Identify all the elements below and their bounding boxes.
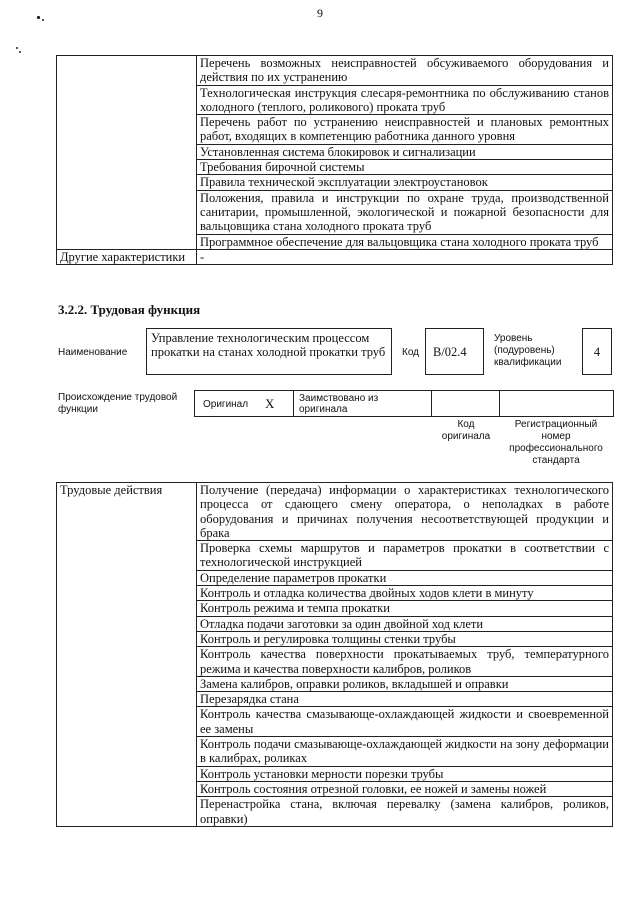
resources-table — [56, 55, 613, 265]
labour-action-item: Контроль качества поверхности прокатываемых труб, температурного режима и качества поверхности калибров, роликов — [197, 647, 613, 677]
scan-mark — [19, 51, 21, 53]
resource-item: Перечень возможных неисправностей обсуживаемого оборудования и действия по их устранению — [197, 56, 613, 86]
code-original-caption: Код оригинала — [441, 419, 491, 442]
labour-actions-table — [56, 482, 613, 827]
labour-action-item: Контроль состояния отрезной головки, ее ножей и замены ножей — [197, 781, 613, 796]
labour-action-item: Проверка схемы маршрутов и параметров прокатки в соответствии с технологической инструкцией — [197, 541, 613, 571]
scan-mark — [42, 19, 44, 21]
resource-item: Установленная система блокировок и сигнализации — [197, 144, 613, 159]
code-box: B/02.4 — [425, 328, 484, 375]
page-number: 9 — [317, 6, 323, 20]
borrowed-label: Заимствовано из оригинала — [299, 393, 379, 415]
scan-mark — [37, 16, 40, 19]
name-label: Наименование — [58, 347, 128, 358]
labour-actions-label: Трудовые действия — [57, 483, 197, 827]
other-characteristics-label: Другие характеристики — [57, 249, 197, 264]
level-label: Уровень (подуровень) квалификации — [494, 333, 562, 368]
labour-action-item: Контроль режима и темпа прокатки — [197, 601, 613, 616]
function-name-box: Управление технологическим процессом прокатки на станах холодной прокатки труб — [146, 328, 392, 375]
registration-caption: Регистрационный номер профессионального стандарта — [509, 419, 603, 466]
resource-item: Программное обеспечение для вальцовщика стана холодного проката труб — [197, 234, 613, 249]
labour-action-item: Контроль и отладка количества двойных ходов клети в минуту — [197, 586, 613, 601]
resource-item: Правила технической эксплуатации электроустановок — [197, 175, 613, 190]
labour-action-item: Перенастройка стана, включая перевалку (замена калибров, роликов, оправки) — [197, 797, 613, 827]
resource-item: Технологическая инструкция слесаря-ремонтника по обслуживанию станов холодного (теплого, роликового) проката труб — [197, 85, 613, 115]
origin-box — [194, 390, 614, 417]
labour-action-item: Контроль установки мерности порезки трубы — [197, 766, 613, 781]
origin-divider — [431, 391, 432, 416]
labour-action-item: Контроль подачи смазывающе-охлаждающей жидкости на зону деформации в калибрах, роликах — [197, 737, 613, 767]
labour-action-item: Определение параметров прокатки — [197, 570, 613, 585]
labour-action-item: Перезарядка стана — [197, 692, 613, 707]
origin-divider — [293, 391, 294, 416]
section-title: 3.2.2. Трудовая функция — [58, 302, 201, 317]
resources-label-cell — [57, 56, 197, 250]
resource-item: Перечень работ по устранению неисправностей и плановых ремонтных работ, входящих в компетенцию работника данного уровня — [197, 115, 613, 145]
origin-label: Происхождение трудовой функции — [58, 392, 178, 415]
resource-item: Требования бирочной системы — [197, 160, 613, 175]
labour-action-item: Замена калибров, оправки роликов, вкладышей и оправки — [197, 676, 613, 691]
other-characteristics-value: - — [197, 249, 613, 264]
labour-action-item: Контроль качества смазывающе-охлаждающей жидкости и своевременной ее замены — [197, 707, 613, 737]
labour-action-item: Отладка подачи заготовки за один двойной ход клети — [197, 616, 613, 631]
origin-divider — [499, 391, 500, 416]
code-label: Код — [402, 347, 420, 358]
labour-action-item: Получение (передача) информации о характеристиках технологического процесса от сдающего смену оператора, о неполадках в работе оборудования и причинах получения несоответствующей продукции и брака — [197, 483, 613, 541]
original-label: Оригинал — [203, 399, 249, 410]
level-box: 4 — [582, 328, 612, 375]
resource-item: Положения, правила и инструкции по охране труда, производственной санитарии, промышленной, экологической и пожарной безопасности для вальцовщика стана холодного проката труб — [197, 190, 613, 234]
original-mark: X — [265, 396, 275, 411]
labour-action-item: Контроль и регулировка толщины стенки трубы — [197, 631, 613, 646]
scan-mark — [16, 47, 18, 49]
